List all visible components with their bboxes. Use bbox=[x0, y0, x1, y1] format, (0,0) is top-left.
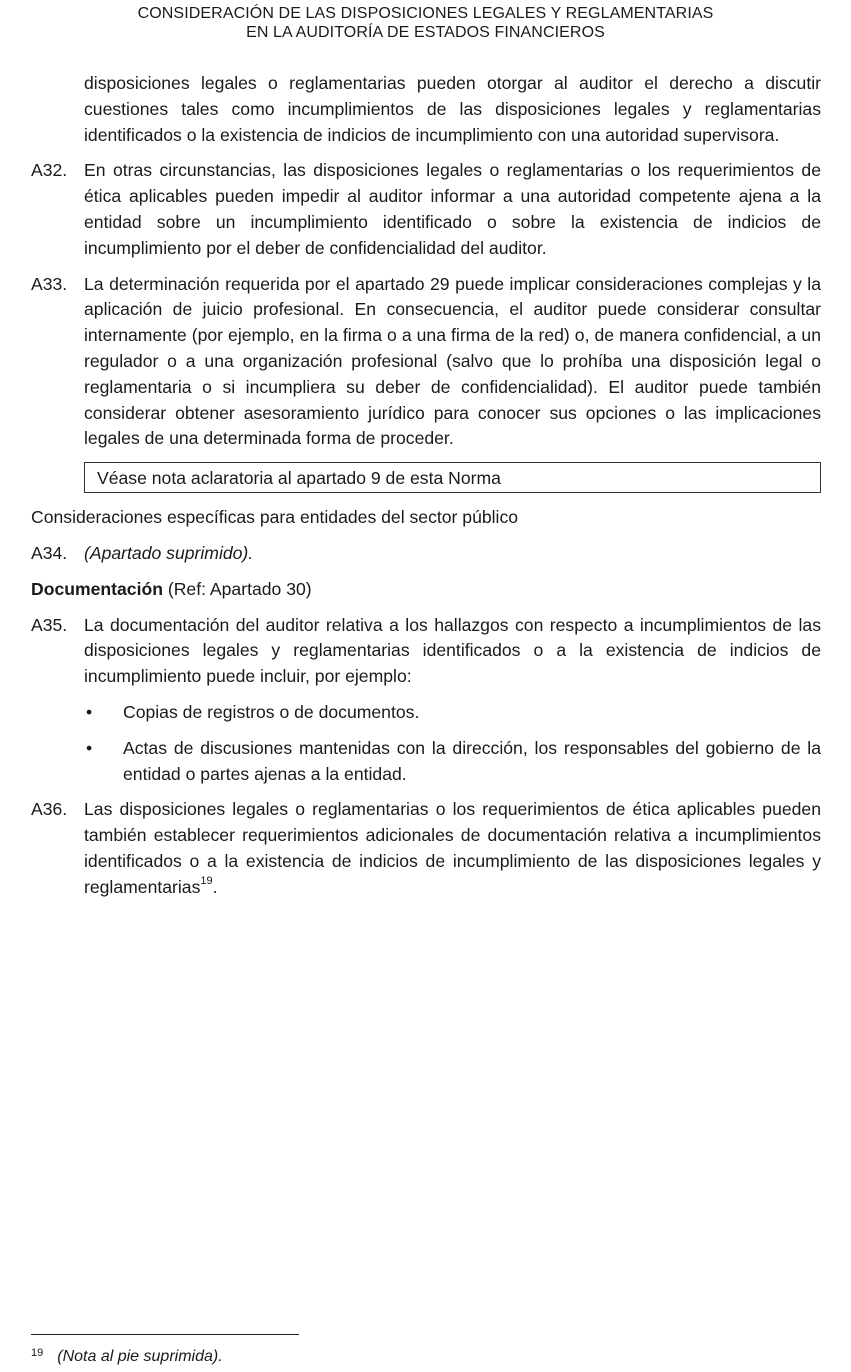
paragraph-a32 bbox=[31, 158, 821, 261]
paragraph-text: La documentación del auditor relativa a los hallazgos con respecto a incumplimientos de las disposiciones legales y reglamentarias identificados o a la existencia de indicios de incumplimiento puede incluir, por ejemplo: bbox=[84, 614, 821, 687]
documentation-title: Documentación bbox=[31, 578, 163, 599]
bullet-text: Actas de discusiones mantenidas con la dirección, los responsables del gobierno de la entidad o partes ajenas a la entidad. bbox=[123, 737, 821, 784]
paragraph-a35 bbox=[31, 613, 821, 690]
bullet-item bbox=[31, 700, 821, 726]
paragraph-number: A34. bbox=[31, 542, 68, 563]
documentation-ref: (Ref: Apartado 30) bbox=[162, 578, 312, 599]
footnote-text: (Nota al pie suprimida). bbox=[57, 1348, 223, 1365]
header-line-2: EN LA AUDITORÍA DE ESTADOS FINANCIEROS bbox=[246, 24, 605, 41]
bullet-item bbox=[31, 736, 821, 788]
paragraph-number: A35. bbox=[31, 614, 68, 635]
footnote-reference[interactable]: 19 bbox=[200, 874, 213, 887]
paragraph-text: Las disposiciones legales o reglamentarias o los requerimientos de ética aplicables pueden también establecer requerimientos adicionales de documentación relativa a incumplimientos identificados o a la existencia de indicios de incumplimiento de las disposiciones legales y reglamentarias bbox=[84, 799, 821, 897]
documentation-heading bbox=[31, 577, 821, 603]
paragraph-number: A32. bbox=[31, 160, 68, 181]
bullet-text: Copias de registros o de documentos. bbox=[123, 701, 420, 722]
note-box-text: Véase nota aclaratoria al apartado 9 de esta Norma bbox=[97, 468, 501, 489]
header-line-1: CONSIDERACIÓN DE LAS DISPOSICIONES LEGALES Y REGLAMENTARIAS bbox=[137, 5, 714, 22]
paragraph-a36 bbox=[31, 797, 821, 900]
paragraph-a34 bbox=[31, 541, 821, 567]
document-body bbox=[31, 71, 821, 911]
footnote-separator bbox=[31, 1334, 299, 1335]
continuation-text: disposiciones legales o reglamentarias pueden otorgar al auditor el derecho a discutir cuestiones tales como incumplimientos de las disposiciones legales y reglamentarias identificados o la existencia de indicios de incumplimiento con una autoridad supervisora. bbox=[84, 73, 821, 145]
note-box bbox=[84, 462, 821, 493]
bullet-marker: • bbox=[86, 701, 93, 722]
footnote-number: 19 bbox=[31, 1347, 44, 1359]
paragraph-text: En otras circunstancias, las disposiciones legales o reglamentarias o los requerimientos de ética aplicables pueden impedir al auditor informar a una autoridad competente ajena a la entidad sobre un incumplimiento identificado o sobre la existencia de indicios de incumplimiento por el deber de confidencialidad del auditor. bbox=[84, 160, 821, 258]
footnote bbox=[31, 1346, 223, 1369]
paragraph-end: . bbox=[212, 876, 218, 897]
bullet-marker: • bbox=[86, 737, 93, 758]
page-header bbox=[0, 4, 851, 42]
paragraph-text: (Apartado suprimido). bbox=[84, 542, 254, 563]
paragraph-number: A33. bbox=[31, 273, 68, 294]
continuation-paragraph bbox=[31, 71, 821, 148]
paragraph-number: A36. bbox=[31, 799, 68, 820]
public-sector-heading: Consideraciones específicas para entidades del sector público bbox=[31, 507, 519, 528]
paragraph-a33 bbox=[31, 272, 821, 453]
paragraph-text: La determinación requerida por el apartado 29 puede implicar consideraciones complejas y la aplicación de juicio profesional. En consecuencia, el auditor puede considerar consultar internamente (por ejemplo, en la firma o a una firma de la red) o, de manera confidencial, a un regulador o a una organización profesional (salvo que lo prohíba una disposición legal o reglamentaria o si incumpliera su deber de confidencialidad). El auditor puede también considerar obtener asesoramiento jurídico para conocer sus opciones o las implicaciones legales de una determinada forma de proceder. bbox=[84, 273, 821, 449]
